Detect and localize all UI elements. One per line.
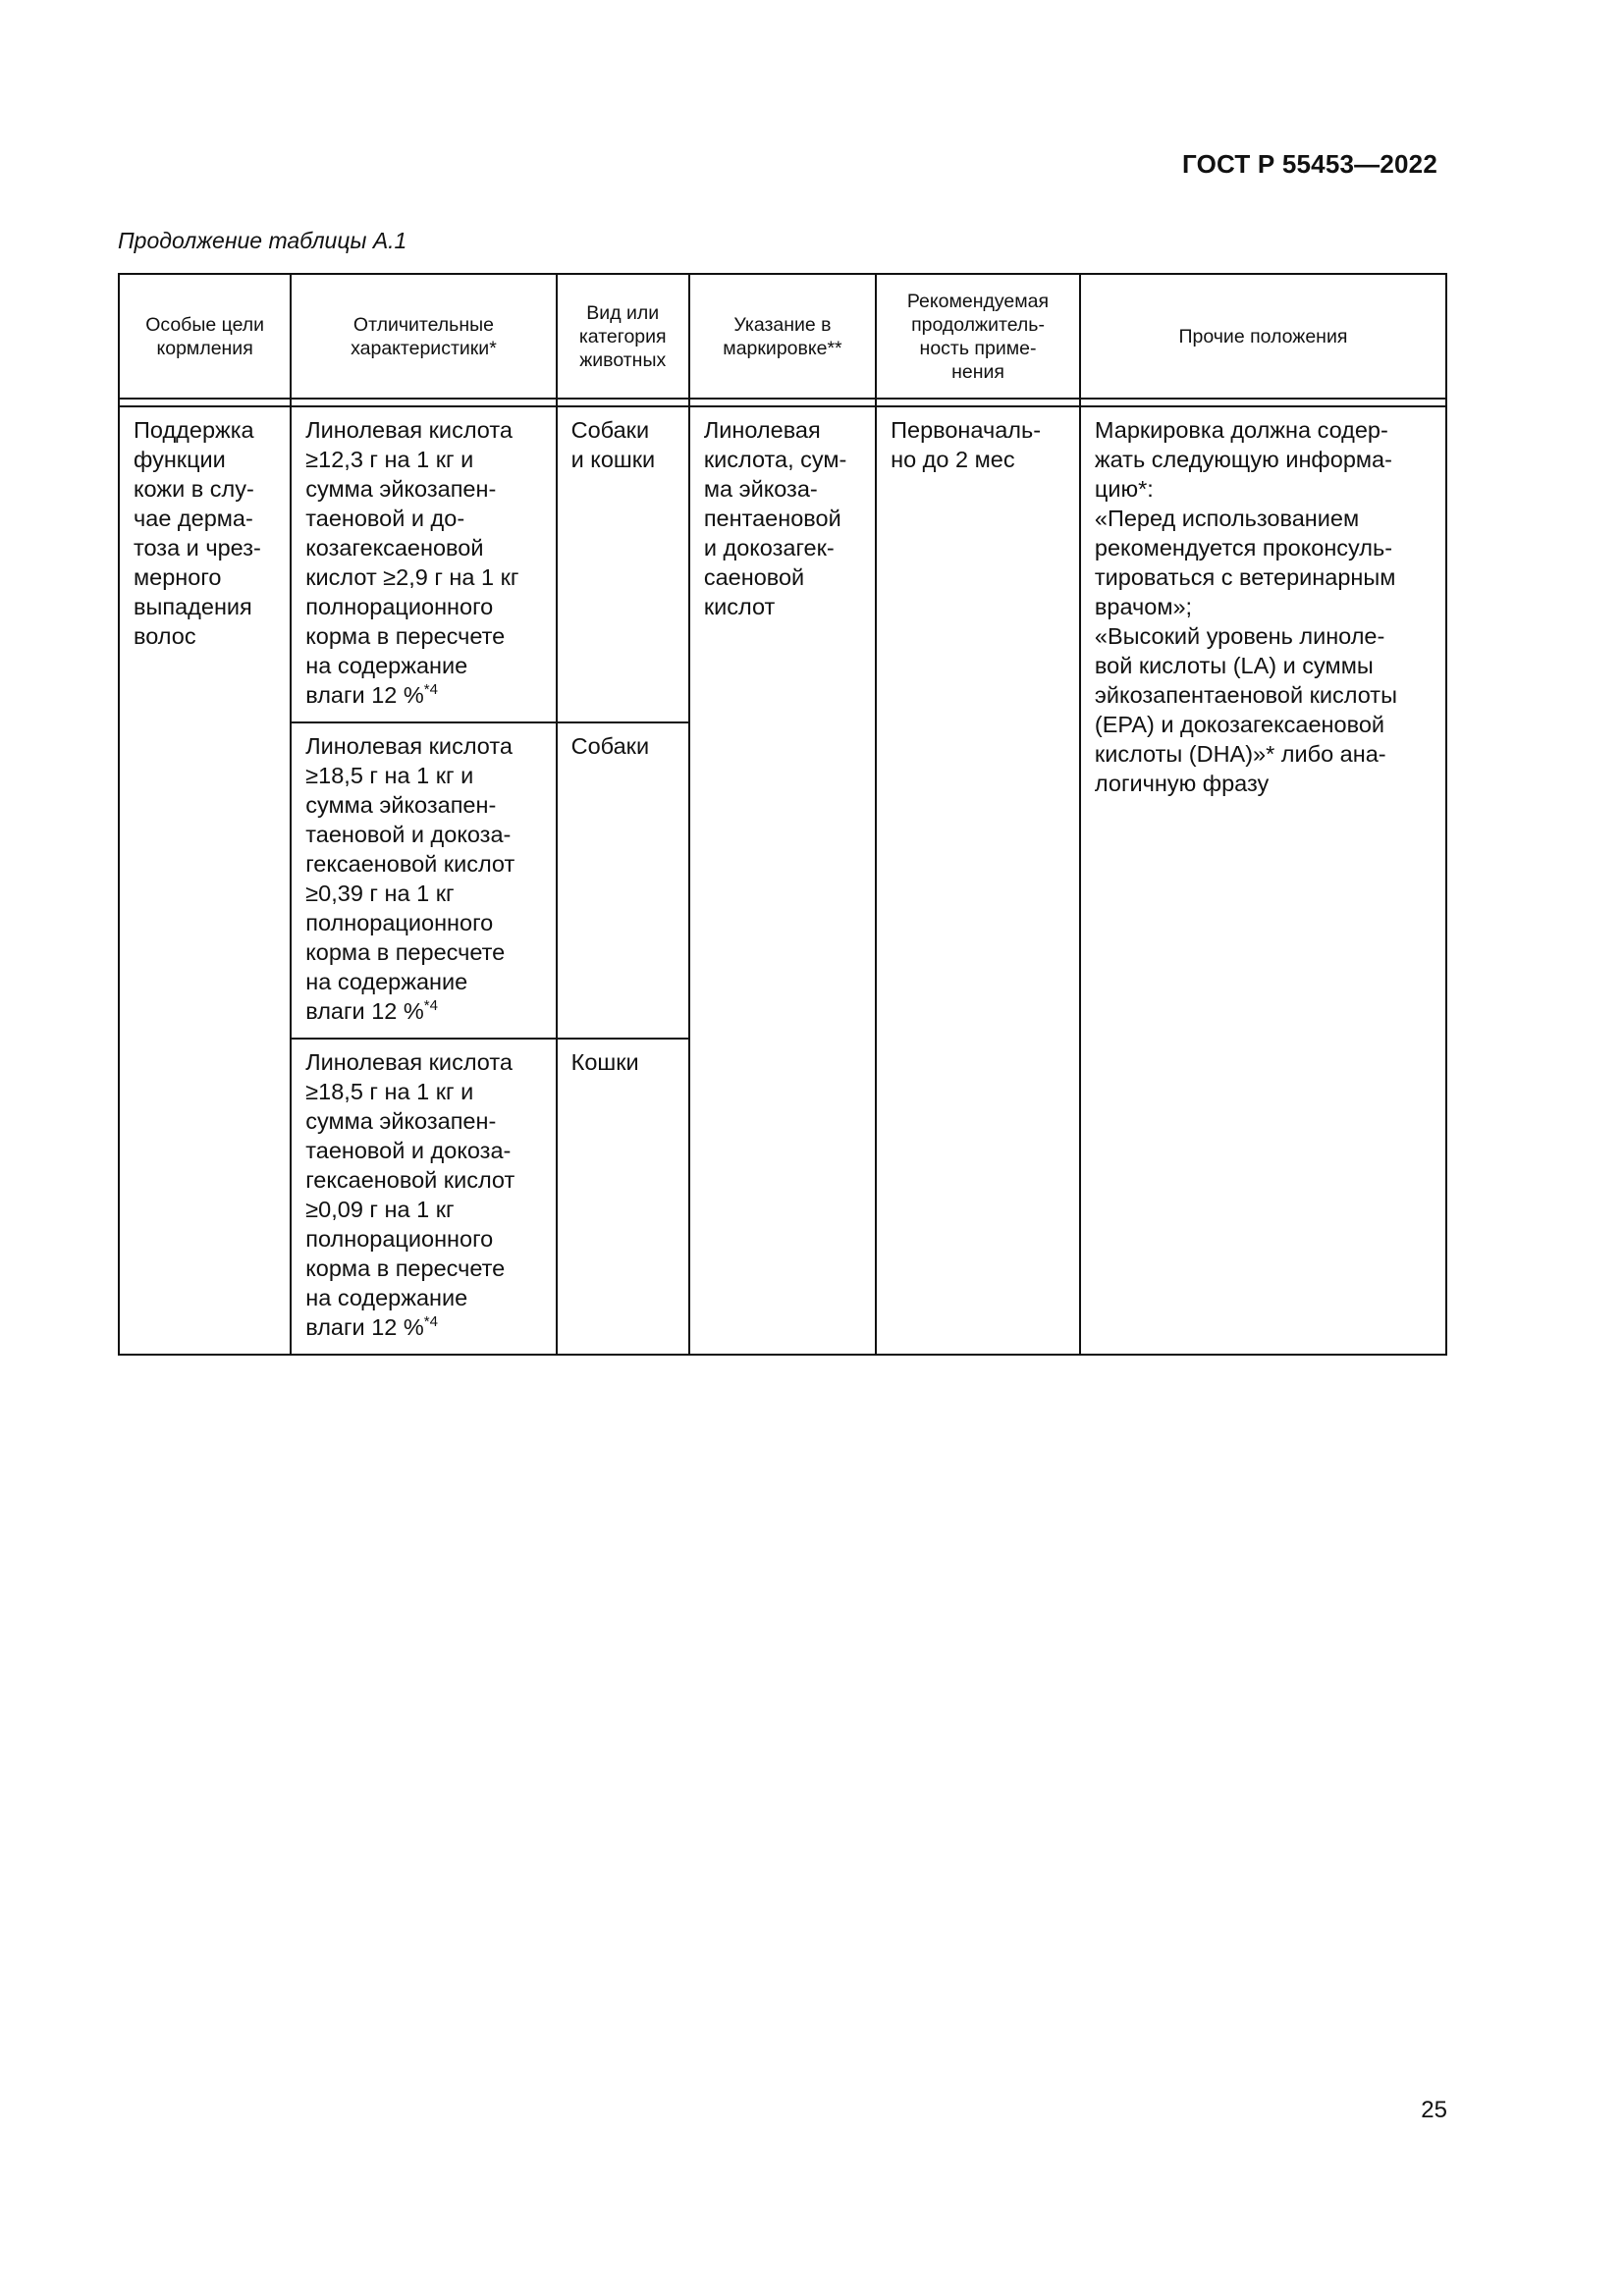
document-standard-code: ГОСТ Р 55453—2022 bbox=[1182, 149, 1437, 179]
labeling-indication-cell: Линолевая кислота, сум- ма эйкоза- пентаеновой и докозагек- саеновой кислот bbox=[689, 406, 876, 1355]
header-labeling-indication: Указание в маркировке** bbox=[689, 274, 876, 399]
characteristics-cell bbox=[291, 1039, 556, 1355]
footnote-marker: *4 bbox=[423, 681, 438, 698]
animal-category-cell: Кошки bbox=[557, 1039, 689, 1355]
footnote-marker: *4 bbox=[423, 1313, 438, 1330]
characteristics-text: Линолевая кислота ≥18,5 г на 1 кг и сумма эйкозапен- таеновой и докоза- гексаеновой кислот ≥0,39 г на 1 кг полнорационного корма в пересчете на содержание влаги 12 % bbox=[305, 733, 515, 1024]
characteristics-text: Линолевая кислота ≥18,5 г на 1 кг и сумма эйкозапен- таеновой и докоза- гексаеновой кислот ≥0,09 г на 1 кг полнорационного корма в пересчете на содержание влаги 12 % bbox=[305, 1049, 515, 1340]
header-feeding-purpose: Особые цели кормления bbox=[119, 274, 291, 399]
other-provisions-cell: Маркировка должна содер- жать следующую информа- цию*: «Перед использованием рекомендуется проконсуль- тироваться с ветеринарным врачом»; «Высокий уровень линоле- вой кислоты (LA) и суммы эйкозапентаеновой кислоты (EPA) и докозагексаеновой кислоты (DHA)»* либо ана- логичную фразу bbox=[1080, 406, 1446, 1355]
page-number: 25 bbox=[1421, 2097, 1447, 2123]
recommended-duration-cell: Первоначаль- но до 2 мес bbox=[876, 406, 1080, 1355]
header-separator bbox=[119, 399, 1446, 406]
table-header-row bbox=[119, 274, 1446, 399]
header-recommended-duration: Рекомендуемая продолжитель- ность приме- нения bbox=[876, 274, 1080, 399]
animal-category-cell: Собаки и кошки bbox=[557, 406, 689, 722]
header-animal-category: Вид или категория животных bbox=[557, 274, 689, 399]
feeding-purpose-cell: Поддержка функции кожи в слу- чае дерма- тоза и чрез- мерного выпадения волос bbox=[119, 406, 291, 1355]
animal-category-cell: Собаки bbox=[557, 722, 689, 1039]
requirements-table bbox=[118, 273, 1447, 1356]
characteristics-text: Линолевая кислота ≥12,3 г на 1 кг и сумма эйкозапен- таеновой и до- козагексаеновой кислот ≥2,9 г на 1 кг полнорационного корма в пересчете на содержание влаги 12 % bbox=[305, 417, 519, 708]
table-caption: Продолжение таблицы А.1 bbox=[118, 228, 407, 253]
table-row bbox=[119, 406, 1446, 722]
header-other-provisions: Прочие положения bbox=[1080, 274, 1446, 399]
characteristics-cell bbox=[291, 722, 556, 1039]
header-distinctive-characteristics: Отличительные характеристики* bbox=[291, 274, 556, 399]
footnote-marker: *4 bbox=[423, 997, 438, 1014]
characteristics-cell bbox=[291, 406, 556, 722]
